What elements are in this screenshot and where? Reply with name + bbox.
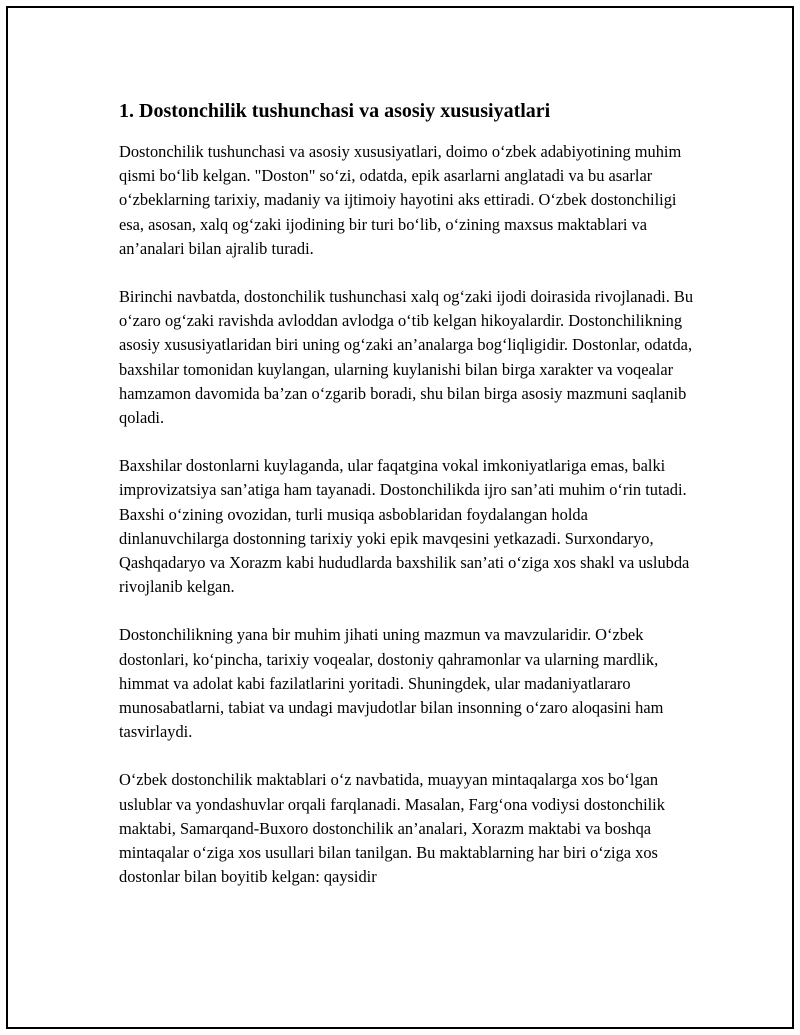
paragraph-4: Dostonchilikning yana bir muhim jihati uning mazmun va mavzularidir. O‘zbek dostonlari, ko‘pincha, tarixiy voqealar, dostoniy qahramonlar va ularning mardlik, himmat va adolat kabi fazilatlarini yoritadi. Shuningdek, ular madaniyatlararo munosabatlarni, tabiat va undagi mavjudotlar bilan insonning o‘zaro aloqasini ham tasvirlaydi. xyxy=(119,625,664,742)
document-body xyxy=(119,96,694,913)
document-page xyxy=(6,6,794,1029)
paragraph-1: Dostonchilik tushunchasi va asosiy xususiyatlari, doimo o‘zbek adabiyotining muhim qismi bo‘lib kelgan. "Doston" so‘zi, odatda, epik asarlarni anglatadi va bu asarlar o‘zbeklarning tarixiy, madaniy va ijtimoiy hayotini aks ettiradi. O‘zbek dostonchiligi esa, asosan, xalq og‘zaki ijodining bir turi bo‘lib, o‘zining maxsus maktablari va an’analari bilan ajralib turadi. xyxy=(119,142,682,258)
paragraph-5: O‘zbek dostonchilik maktablari o‘z navbatida, muayyan mintaqalarga xos bo‘lgan uslublar va yondashuvlar orqali farqlanadi. Masalan, Farg‘ona vodiysi dostonchilik maktabi, Samarqand-Buxoro dostonchilik an’analari, Xorazm maktabi va boshqa mintaqalar o‘ziga xos usullari bilan tanilgan. Bu maktablarning har biri o‘ziga xos dostonlar bilan boyitib kelgan: qaysidir xyxy=(119,770,665,887)
paragraph-2: Birinchi navbatda, dostonchilik tushunchasi xalq og‘zaki ijodi doirasida rivojlanadi. Bu o‘zaro og‘zaki ravishda avloddan avlodga o‘tib kelgan hikoyalardir. Dostonchilikning asosiy xususiyatlaridan biri uning og‘zaki an’analarga bog‘liqligidir. Dostonlar, odatda, baxshilar tomonidan kuylangan, ularning kuylanishi bilan birga xarakter va voqealar hamzamon davomida ba’zan o‘zgarib boradi, shu bilan birga asosiy mazmuni saqlanib qoladi. xyxy=(119,287,694,428)
section-heading: 1. Dostonchilik tushunchasi va asosiy xususiyatlari xyxy=(119,100,551,122)
paragraph-3: Baxshilar dostonlarni kuylaganda, ular faqatgina vokal imkoniyatlariga emas, balki improvizatsiya san’atiga ham tayanadi. Dostonchilikda ijro san’ati muhim o‘rin tutadi. Baxshi o‘zining ovozidan, turli musiqa asboblaridan foydalangan holda dinlanuvchilarga dostonning tarixiy yoki epik mavqesini yetkazadi. Surxondaryo, Qashqadaryo va Xorazm kabi hududlarda baxshilik san’ati o‘ziga xos shakl va uslubda rivojlanib kelgan. xyxy=(119,456,690,597)
